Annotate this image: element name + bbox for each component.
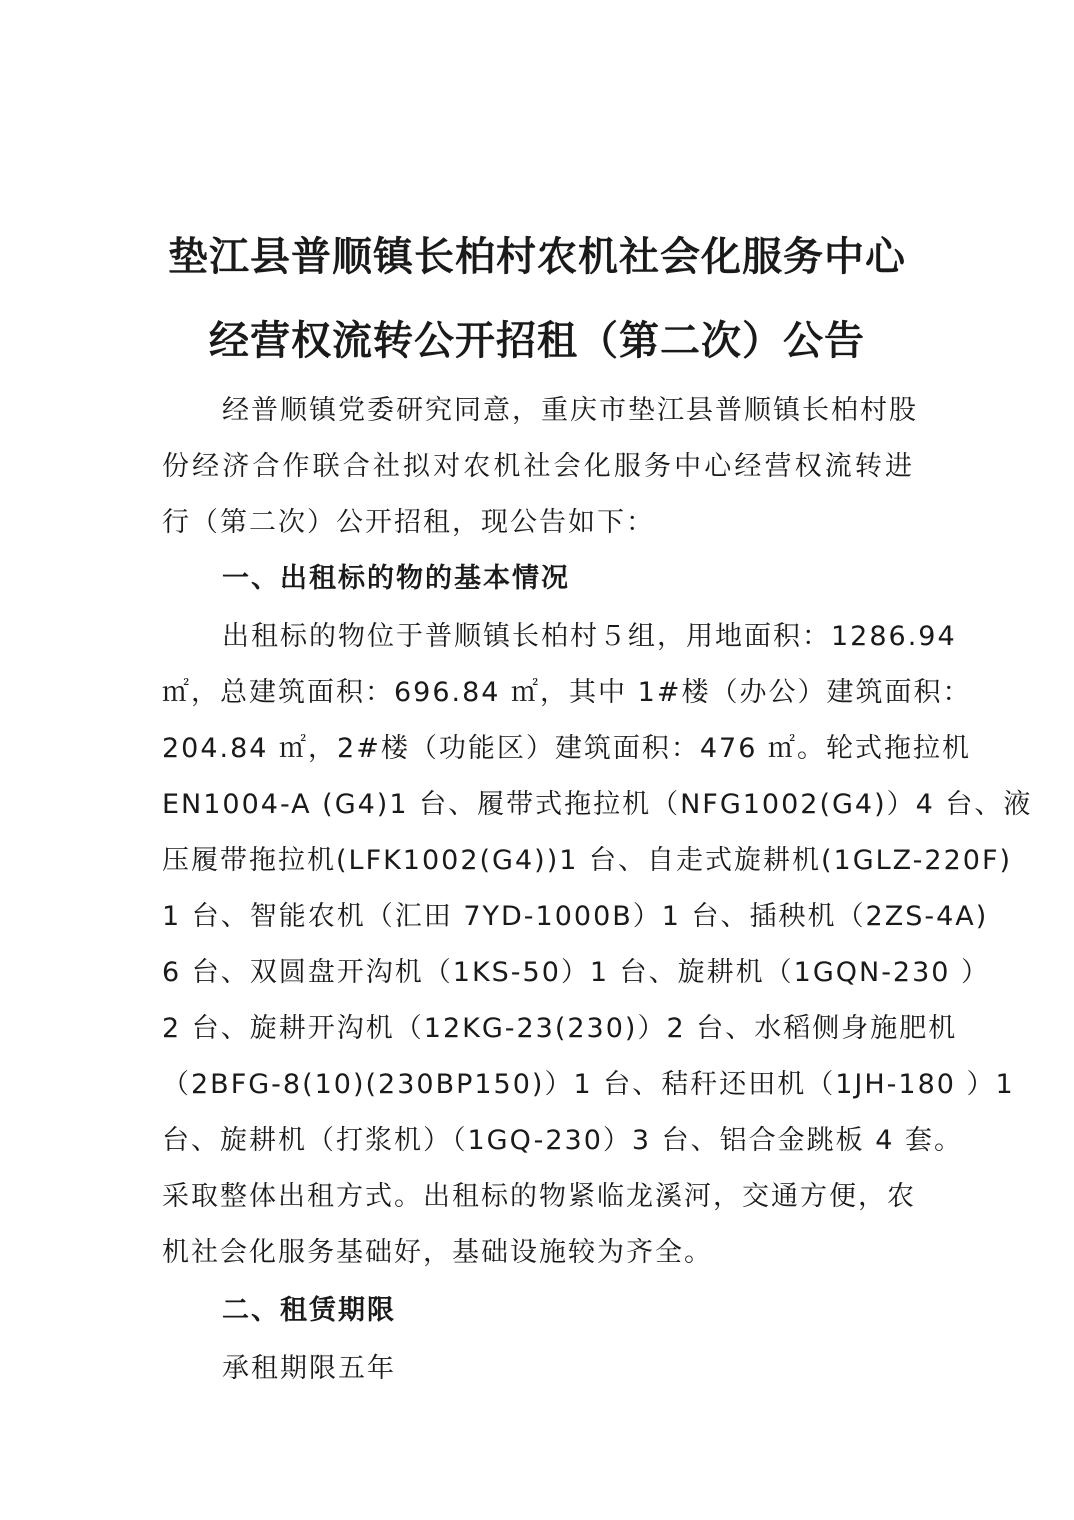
section-1-line: 压履带拖拉机(LFK1002(G4))1 台、自走式旋耕机(1GLZ-220F) bbox=[162, 845, 1013, 876]
intro-line: 经普顺镇党委研究同意，重庆市垫江县普顺镇长柏村股 bbox=[222, 395, 918, 426]
section-2-heading: 二、租赁期限 bbox=[222, 1295, 396, 1326]
section-2-text: 承租期限五年 bbox=[222, 1353, 396, 1384]
section-1-line: 6 台、双圆盘开沟机（1KS-50）1 台、旋耕机（1GQN-230 ） bbox=[162, 957, 991, 988]
section-1-paragraph bbox=[162, 609, 1033, 1281]
section-1-line: 2 台、旋耕开沟机（12KG-23(230)）2 台、水稻侧身施肥机 bbox=[162, 1013, 958, 1044]
section-1-line: （2BFG-8(10)(230BP150)）1 台、秸秆还田机（1JH-180 ）1 bbox=[162, 1069, 1015, 1100]
section-1-line: 1 台、智能农机（汇田 7YD-1000B）1 台、插秧机（2ZS-4A) bbox=[162, 901, 989, 932]
section-1-line: 204.84 ㎡，2#楼（功能区）建筑面积：476 ㎡。轮式拖拉机 bbox=[162, 733, 971, 764]
document-title-line-2: 经营权流转公开招租（第二次）公告 bbox=[209, 317, 865, 364]
section-1-line: 机社会化服务基础好，基础设施较为齐全。 bbox=[162, 1237, 713, 1268]
section-1-line: EN1004-A (G4)1 台、履带式拖拉机（NFG1002(G4)）4 台、液 bbox=[162, 789, 1033, 820]
intro-line: 份经济合作联合社拟对农机社会化服务中心经营权流转进 bbox=[162, 451, 914, 482]
section-1-line: ㎡，总建筑面积：696.84 ㎡，其中 1#楼（办公）建筑面积： bbox=[162, 677, 972, 708]
intro-paragraph bbox=[162, 383, 918, 551]
section-1-line: 出租标的物位于普顺镇长柏村５组，用地面积：1286.94 bbox=[222, 621, 957, 652]
document-title-line-1: 垫江县普顺镇长柏村农机社会化服务中心 bbox=[168, 233, 906, 280]
section-1-heading: 一、出租标的物的基本情况 bbox=[222, 563, 570, 594]
section-1-line: 台、旋耕机（打浆机）（1GQ-230）3 台、铝合金跳板 4 套。 bbox=[162, 1125, 963, 1156]
section-1-line: 采取整体出租方式。出租标的物紧临龙溪河，交通方便，农 bbox=[162, 1181, 916, 1212]
intro-line: 行（第二次）公开招租，现公告如下： bbox=[162, 507, 655, 538]
